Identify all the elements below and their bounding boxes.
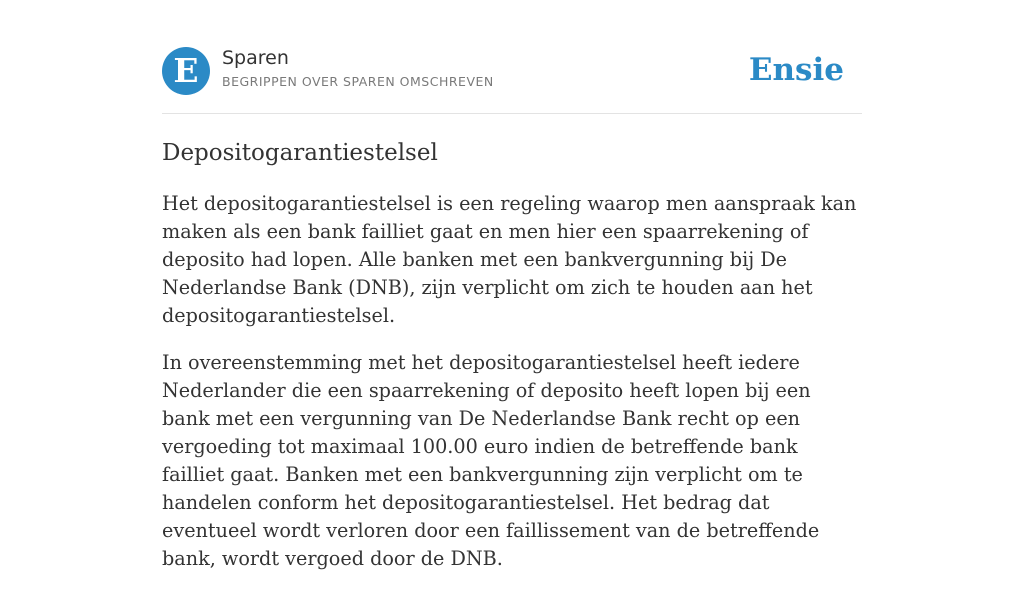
header bbox=[162, 46, 862, 96]
site-subtitle: BEGRIPPEN OVER SPAREN OMSCHREVEN bbox=[222, 74, 494, 89]
site-title[interactable]: Sparen bbox=[222, 47, 289, 69]
article-title: Depositogarantiestelsel bbox=[162, 140, 438, 166]
header-divider bbox=[162, 113, 862, 114]
logo-icon[interactable]: E bbox=[162, 47, 210, 95]
brand-logo[interactable]: Ensie bbox=[748, 52, 844, 88]
article-paragraph: Het depositogarantiestelsel is een regeling waarop men aanspraak kan maken als een bank failliet gaat en men hier een spaarrekening of deposito had lopen. Alle banken met een bankvergunning bij De Nederlandse Bank (DNB), zijn verplicht om zich te houden aan het depositogarantiestelsel. bbox=[162, 192, 857, 327]
article-paragraph: In overeenstemming met het depositogarantiestelsel heeft iedere Nederlander die een spaarrekening of deposito heeft lopen bij een bank met een vergunning van De Nederlandse Bank recht op een vergoeding tot maximaal 100.00 euro indien de betreffende bank failliet gaat. Banken met een bankvergunning zijn verplicht om te handelen conform het depositogarantiestelsel. Het bedrag dat eventueel wordt verloren door een faillissement van de betreffende bank, wordt vergoed door de DNB. bbox=[162, 351, 820, 570]
article-body bbox=[162, 190, 862, 592]
